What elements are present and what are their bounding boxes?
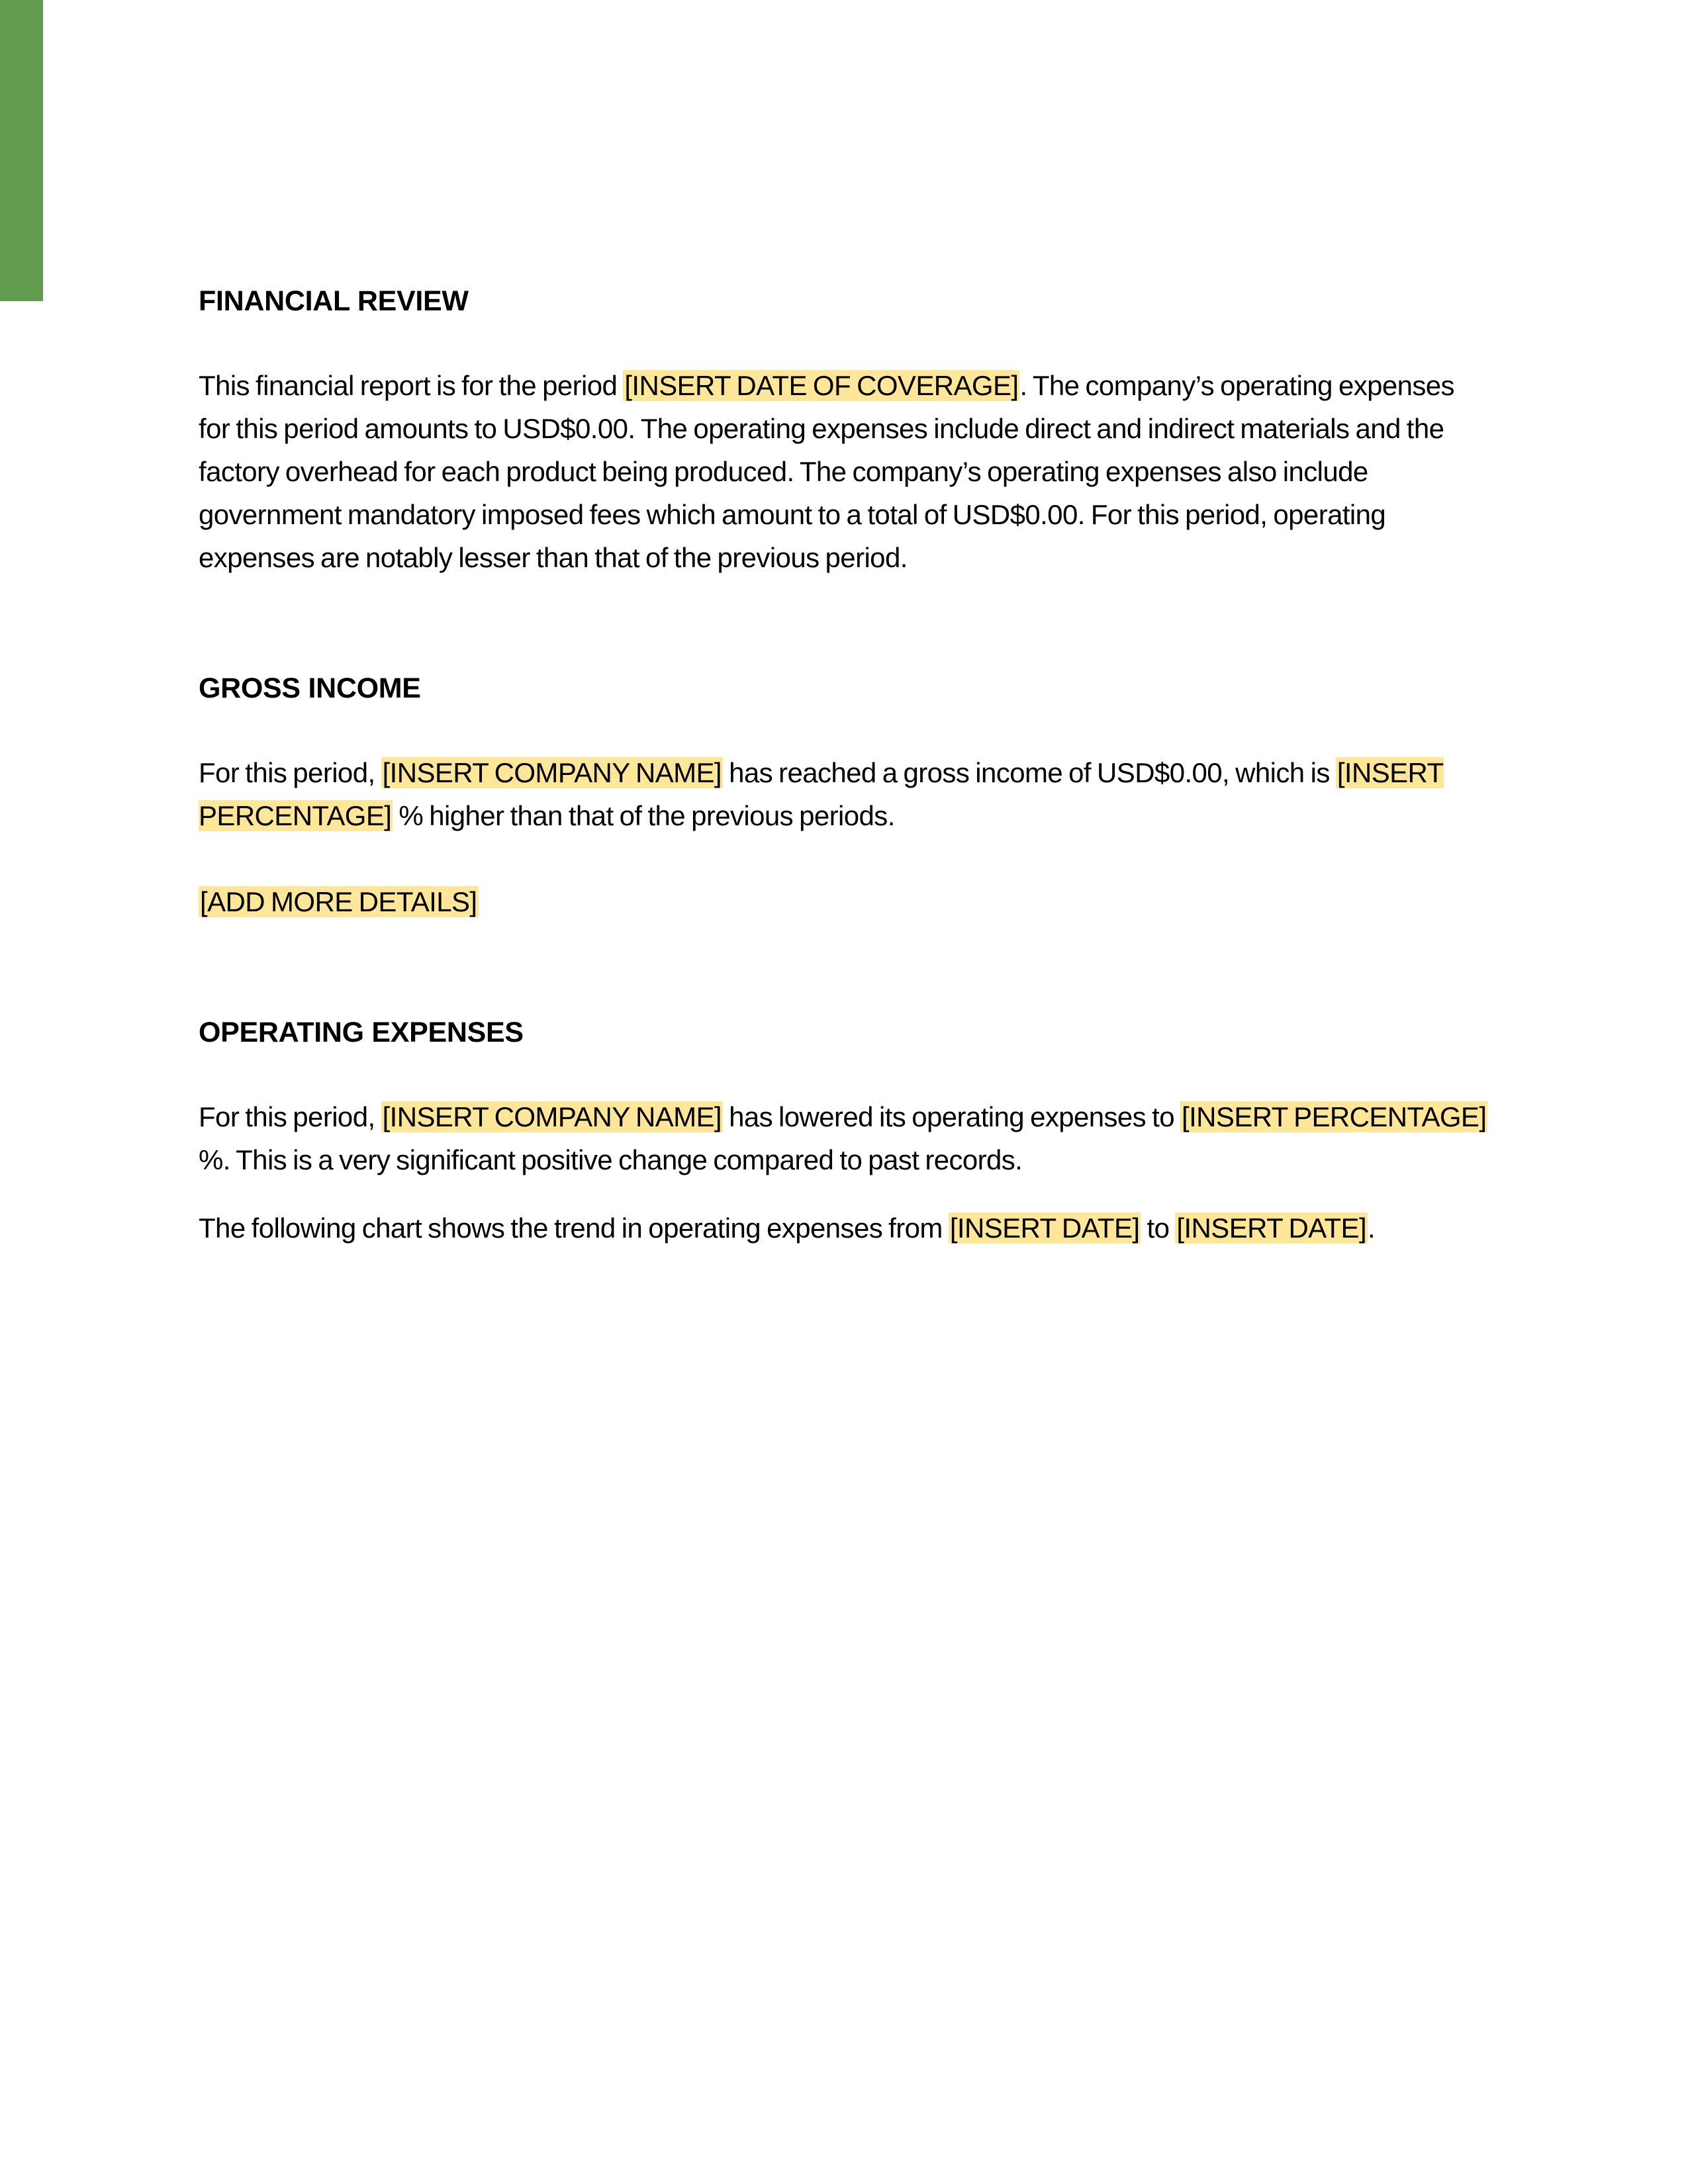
accent-bar (0, 0, 43, 301)
gross-income-heading: GROSS INCOME (199, 672, 421, 704)
placeholder-add-more-details: [ADD MORE DETAILS] (200, 886, 477, 917)
financial-review-heading: FINANCIAL REVIEW (199, 285, 469, 317)
placeholder-end-date: [INSERT DATE] (1176, 1212, 1367, 1244)
operating-expenses-text-middle: has lowered its operating expenses to (723, 1101, 1181, 1132)
chart-intro-text-start: The following chart shows the trend in operating expenses from (199, 1212, 949, 1244)
placeholder-percentage: [INSERT PERCENTAGE] (199, 757, 1444, 831)
operating-expenses-heading: OPERATING EXPENSES (199, 1017, 524, 1048)
operating-expenses-text-end: %. This is a very significant positive change compared to past records. (199, 1144, 1023, 1175)
gross-income-text-middle: has reached a gross income of USD$0.00, which is (723, 757, 1336, 788)
gross-income-paragraph (199, 751, 1489, 837)
placeholder-company-name: [INSERT COMPANY NAME] (382, 1101, 722, 1132)
document-body (199, 281, 1489, 1250)
chart-intro-text-to: to (1141, 1212, 1176, 1244)
operating-expenses-text-start: For this period, (199, 1101, 381, 1132)
financial-review-text-end: . The company’s operating expenses for this period amounts to USD$0.00. The operating expenses include direct and indirect materials and the factory overhead for each product being produced. The company’s operating expenses also include government mandatory imposed fees which amount to a total of USD$0.00. For this period, operating expenses are notably lesser than that of the previous period. (199, 370, 1454, 573)
placeholder-start-date: [INSERT DATE] (949, 1212, 1140, 1244)
add-more-details-paragraph (199, 880, 1489, 923)
gross-income-text-start: For this period, (199, 757, 381, 788)
gross-income-text-end: % higher than that of the previous periods. (393, 800, 895, 831)
placeholder-date-of-coverage: [INSERT DATE OF COVERAGE] (624, 370, 1019, 401)
financial-review-paragraph (199, 364, 1489, 579)
chart-intro-text-end: . (1368, 1212, 1376, 1244)
placeholder-company-name: [INSERT COMPANY NAME] (382, 757, 722, 788)
financial-review-text-start: This financial report is for the period (199, 370, 624, 401)
chart-intro-paragraph (199, 1206, 1489, 1250)
placeholder-percentage: [INSERT PERCENTAGE] (1182, 1101, 1487, 1132)
operating-expenses-paragraph (199, 1095, 1489, 1181)
